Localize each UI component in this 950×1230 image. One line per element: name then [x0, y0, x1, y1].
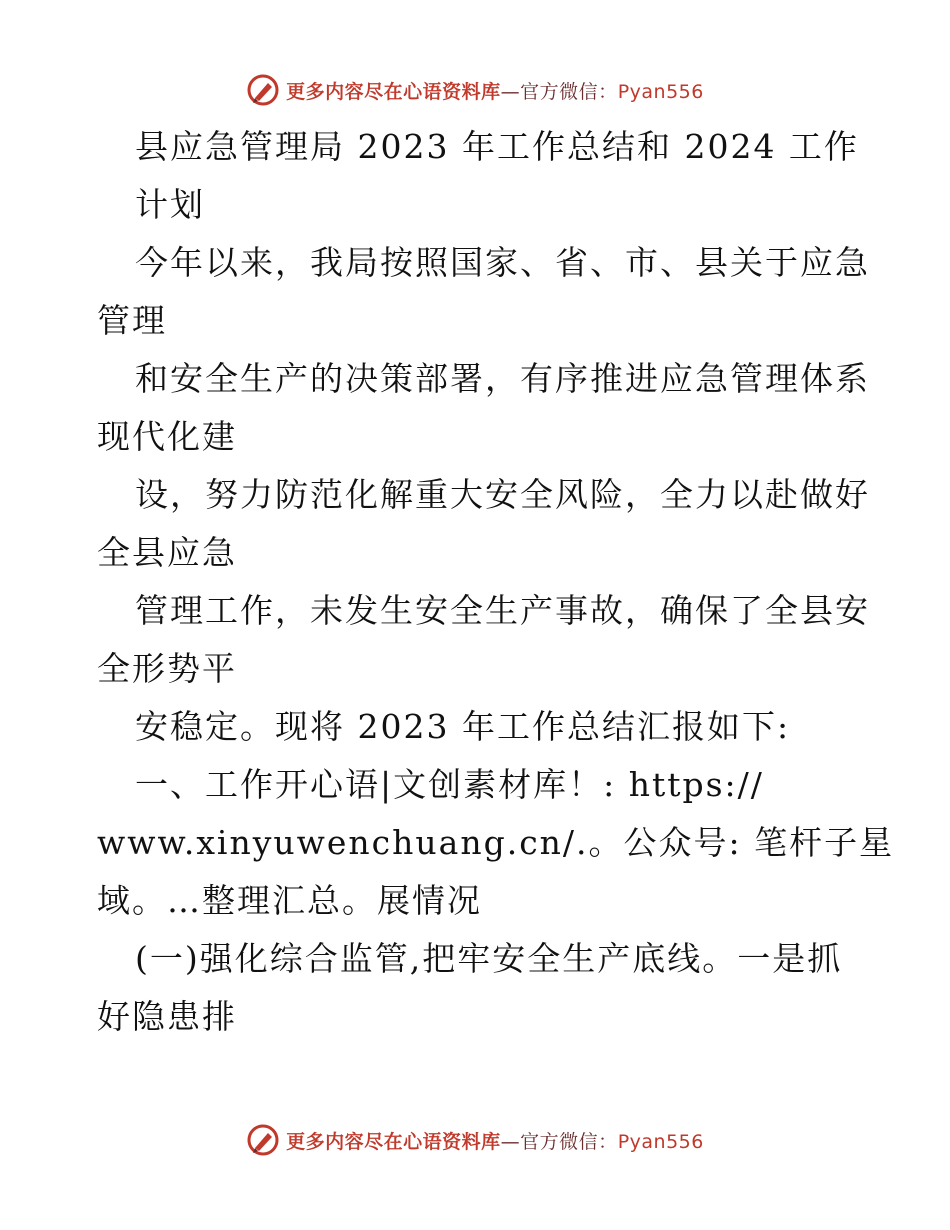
- document-title-line-2: 计划: [135, 185, 205, 224]
- paragraph-line: www.xinyuwenchuang.cn/.。公众号: 笔杆子星: [97, 823, 895, 862]
- paragraph-line: 设，努力防范化解重大安全风险，全力以赴做好: [135, 475, 870, 514]
- banner-main-text: 更多内容尽在心语资料库: [286, 1130, 501, 1153]
- banner-text: [286, 1127, 704, 1154]
- banner-text: [286, 77, 704, 104]
- footer-watermark-banner: [0, 1120, 950, 1160]
- section-heading-line: 一、工作开心语|文创素材库！: https://: [135, 765, 764, 804]
- paragraph-line: 好隐患排: [97, 997, 237, 1036]
- paragraph-line: 和安全生产的决策部署，有序推进应急管理体系: [135, 359, 870, 398]
- banner-sub-text: —官方微信：: [500, 80, 618, 103]
- paragraph-line: 今年以来，我局按照国家、省、市、县关于应急: [135, 243, 870, 282]
- pen-logo-icon: [246, 1123, 280, 1157]
- paragraph-line: 全县应急: [97, 533, 237, 572]
- paragraph-line: 现代化建: [97, 417, 237, 456]
- paragraph-line: 管理工作，未发生安全生产事故，确保了全县安: [135, 591, 870, 630]
- document-body: [97, 118, 895, 1046]
- paragraph-line: 域。…整理汇总。展情况: [97, 881, 482, 920]
- subsection-heading-line: (一)强化综合监管,把牢安全生产底线。一是抓: [135, 939, 843, 978]
- header-watermark-banner: [0, 70, 950, 110]
- paragraph-line: 安稳定。现将 2023 年工作总结汇报如下:: [135, 707, 791, 746]
- paragraph-line: 全形势平: [97, 649, 237, 688]
- pen-logo-icon: [246, 73, 280, 107]
- banner-sub-text: —官方微信：: [500, 1130, 618, 1153]
- banner-main-text: 更多内容尽在心语资料库: [286, 80, 501, 103]
- banner-wechat-id: Pyan556: [617, 1130, 704, 1153]
- banner-wechat-id: Pyan556: [617, 80, 704, 103]
- paragraph-line: 管理: [97, 301, 167, 340]
- document-title-line-1: 县应急管理局 2023 年工作总结和 2024 工作: [135, 127, 859, 166]
